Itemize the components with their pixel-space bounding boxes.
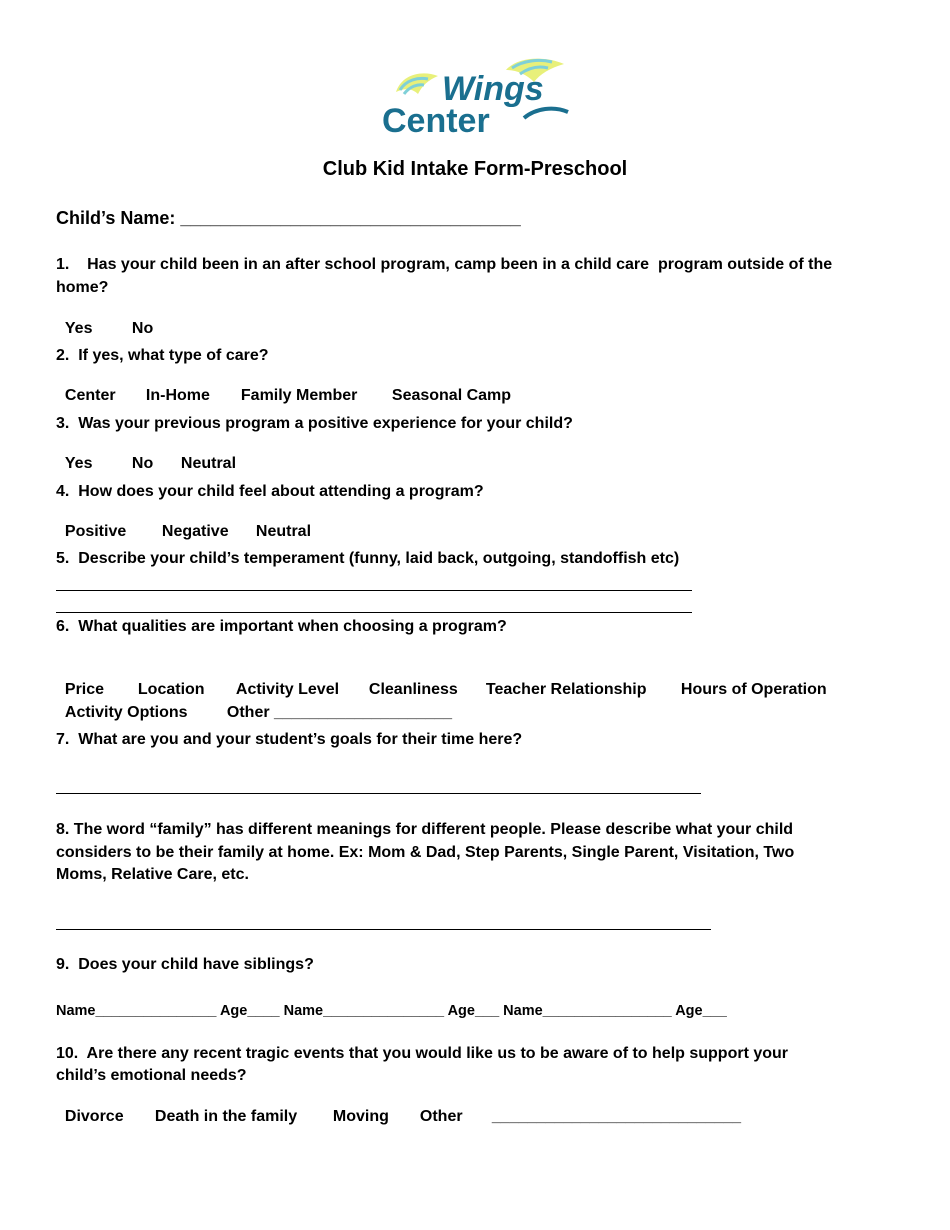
q3-option-yes[interactable]: Yes	[64, 455, 93, 472]
q2-options	[56, 369, 511, 405]
q10-text-line2: child’s emotional needs?	[56, 1067, 247, 1084]
q6-text: 6. What qualities are important when choosing a program?	[56, 618, 507, 635]
q7-answer-line[interactable]	[56, 793, 701, 794]
q6-option-price[interactable]: Price	[64, 681, 105, 698]
q2-option-center[interactable]: Center	[64, 387, 116, 404]
q10-other-answer-line[interactable]: ____________________________	[491, 1108, 742, 1125]
q1-text-line1: 1. Has your child been in an after school program, camp been in a child care program outside of the	[56, 256, 833, 273]
logo-text-top: Wings	[442, 70, 544, 108]
q7-text: 7. What are you and your student’s goals for their time here?	[56, 731, 523, 748]
q6-option-teacher-relationship[interactable]: Teacher Relationship	[485, 681, 647, 698]
q8-answer-line[interactable]	[56, 929, 711, 930]
q6-options-row2	[56, 686, 452, 722]
q2-option-in-home[interactable]: In-Home	[145, 387, 210, 404]
q6-option-cleanliness[interactable]: Cleanliness	[368, 681, 458, 698]
q6-option-location[interactable]: Location	[137, 681, 205, 698]
q8-text-line2: considers to be their family at home. Ex: Mom & Dad, Step Parents, Single Parent, Visitation, Two	[56, 844, 795, 861]
q1-text-line2: home?	[56, 279, 109, 296]
q3-options	[56, 437, 236, 473]
q6-option-activity-level[interactable]: Activity Level	[235, 681, 340, 698]
wings-center-logo	[378, 52, 574, 136]
q9-text: 9. Does your child have siblings?	[56, 956, 314, 973]
q4-option-neutral[interactable]: Neutral	[255, 523, 312, 540]
logo-text-bottom: Center	[382, 102, 490, 136]
q5-answer-line-1[interactable]	[56, 590, 692, 591]
q2-option-seasonal-camp[interactable]: Seasonal Camp	[391, 387, 512, 404]
q4-options	[56, 505, 311, 541]
q6-option-activity-options[interactable]: Activity Options	[64, 704, 188, 721]
q3-text: 3. Was your previous program a positive experience for your child?	[56, 415, 573, 432]
q1-options	[56, 302, 153, 338]
q10-option-moving[interactable]: Moving	[332, 1108, 389, 1125]
child-name-field[interactable]: Child’s Name: __________________________________	[56, 208, 521, 228]
q5-answer-line-2[interactable]	[56, 612, 692, 613]
q4-option-negative[interactable]: Negative	[161, 523, 229, 540]
q8-text-line1: 8. The word “family” has different meanings for different people. Please describe what your child	[56, 821, 794, 838]
q10-option-other[interactable]: Other	[419, 1108, 463, 1125]
q3-option-neutral[interactable]: Neutral	[180, 455, 237, 472]
q2-text: 2. If yes, what type of care?	[56, 347, 269, 364]
q6-option-hours-of-operation[interactable]: Hours of Operation	[680, 681, 827, 698]
q10-option-divorce[interactable]: Divorce	[64, 1108, 124, 1125]
q5-text: 5. Describe your child’s temperament (funny, laid back, outgoing, standoffish etc)	[56, 550, 680, 567]
q8-text-line3: Moms, Relative Care, etc.	[56, 866, 249, 883]
q10-options	[56, 1090, 741, 1126]
form-title: Club Kid Intake Form-Preschool	[322, 158, 628, 180]
q9-siblings-fields[interactable]: Name_______________ Age____ Name_______________ Age___ Name________________ Age___	[56, 1003, 727, 1019]
q3-option-no[interactable]: No	[131, 455, 154, 472]
q6-option-other[interactable]: Other ____________________	[226, 704, 452, 721]
q2-option-family-member[interactable]: Family Member	[240, 387, 358, 404]
q1-option-yes[interactable]: Yes	[64, 320, 93, 337]
q1-option-no[interactable]: No	[131, 320, 154, 337]
q4-text: 4. How does your child feel about attending a program?	[56, 483, 484, 500]
q10-option-death-in-family[interactable]: Death in the family	[154, 1108, 298, 1125]
q10-text-line1: 10. Are there any recent tragic events that you would like us to be aware of to help support your	[56, 1045, 789, 1062]
q4-option-positive[interactable]: Positive	[64, 523, 127, 540]
